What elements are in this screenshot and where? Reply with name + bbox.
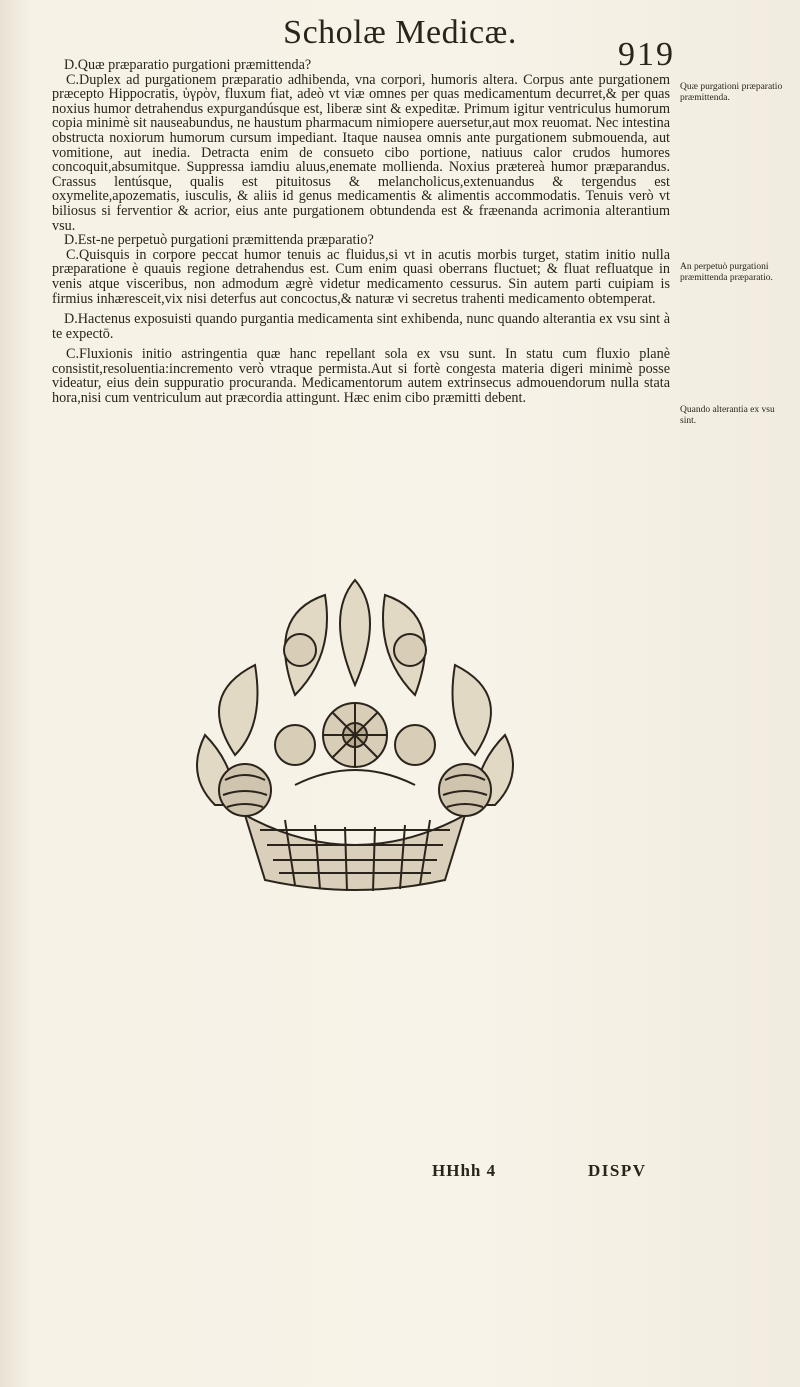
question-1: D.Quæ præparatio purgationi præmittenda? (64, 57, 312, 73)
question-3: D.Hactenus exposuisti quando purgantia medicamenta sint exhibenda, nunc quando alterantia ex vsu sint à te expectō. (52, 311, 670, 342)
main-text (52, 58, 670, 406)
answer-1: C.Duplex ad purgationem præparatio adhibenda, vna corpori, humoris altera. Corpus ante purgationem præcepto Hippocratis, ὑγρὸν, fluxum fiat, adeò vt viæ omnes per quas medicamentum decurret,& per quas noxius humor detrahendus expurgandúsque est, liberæ sint & expeditæ. Primum igitur ventriculus humorum copia minimè sit nauseabundus, ne haustum pharmacum nimiopere auersetur,aut mox reuomat. Nec intestina obstructa noxiorum humorum cursum impediant. Itaque nausea omnis ante purgationem submouenda, aut vomitione, aut inedia. Detracta enim de consueto cibo portione, natiuus calor crudos humores concoquit,absumitque. Suppressa iamdiu aluus,enemate mollienda. Noxius prætereà humor præparandus. Crassus lentúsque, qualis est pituitosus & melancholicus,extenuandus & tergendus est oxymelite,apozematis, iusculis, & aliis id genus medicamentis & alimentis accommodatis. Tenuis verò vt biliosus si ferventior & acrior, eius ante purgationem obtundenda est & fræenanda acrimonia alterantium vsu. (52, 71, 670, 234)
running-head: Scholæ Medicæ. (283, 14, 517, 51)
answer-2: C.Quisquis in corpore peccat humor tenuis ac fluidus,si vt in acutis morbis turget, statim initio nulla præparatione è quauis regione detrahendus est. Cum enim quasi oberrans fluctuet; & fluat refluatque in venis atque visceribus, non admodum ægrè videtur medicamento cessurus. Sin autem parti cuipiam is firmius inhæresceit,vix nisi deterfus aut concoctus,& naturæ vi secretus trahenti medicamento obtemperat. (52, 246, 670, 307)
margin-note-3: Quando alterantia ex vsu sint. (680, 405, 775, 426)
margin-note-2: An perpetuò purgationi præmittenda præparatio. (680, 262, 773, 283)
catchword: DISPV (588, 1161, 647, 1180)
printers-signature: HHhh 4 (432, 1161, 497, 1180)
answer-3: C.Fluxionis initio astringentia quæ hanc repellant sola ex vsu sunt. In statu cum fluxio planè consistit,resoluentia:incremento verò vtraque permista.Aut si fortè congesta materia digeri minimè posse videatur, eius dein suppuratio procuranda. Medicamentorum autem extrinsecus admouendorum nulla stata hora,nisi cum ventriculum aut præcordia attingunt. Hæc enim cibo præmitti debent. (52, 346, 670, 407)
question-2: D.Est-ne perpetuò purgationi præmittenda præparatio? (64, 232, 374, 249)
margin-note-1: Quæ purgationi præparatio præmittenda. (680, 82, 783, 103)
page-number: 919 (618, 36, 675, 73)
flower-basket-ornament-icon (175, 575, 535, 895)
